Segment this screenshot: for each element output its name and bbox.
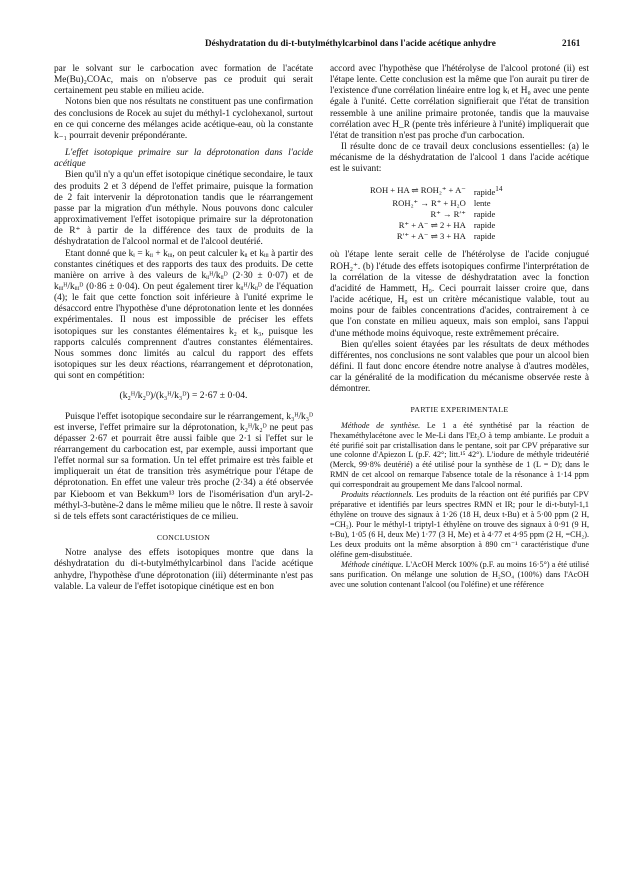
equation: (k₂ᴴ/k₂ᴰ)/(k₃ᴴ/k₃ᴰ) = 2·67 ± 0·04. (119, 390, 248, 402)
section-heading-experimental: PARTIE EXPERIMENTALE (410, 405, 509, 415)
scheme-row (366, 198, 506, 209)
paragraph: Notons bien que nos résultats ne constituent pas une confirmation des conclusions de Rocek au sujet du méthyl-1 cyclohexanol, surtout en ce qui concerne des mélanges acide acétique-eau, où la constante k₋₁ pourrait devenir prépondérante. (54, 97, 313, 141)
paragraph: où l'étape lente serait celle de l'hétérolyse de l'acide conjugué ROH₂⁺. (b) l'étude des effets isotopiques confirme l'interprétation de la corrélation de la vitesse de déshydratation avec la fonction d'acidité de Hammett, H₀. Ceci pourrait laisser croire que, dans l'acide acétique, H₀ est un critère mécanistique valable, tout au moins pour de faibles concentrations d'acides, contrairement à ce que l'on constate en milieu aqueux, mais son emploi, sans l'appui d'une méthode moins équivoque, reste extrêmement précaire. (330, 250, 589, 339)
section-subheading: L'effet isotopique primaire sur la déprotonation dans l'acide acétique (54, 148, 313, 170)
scheme-row (366, 220, 506, 231)
scheme-equation: R⁺ → R′⁺ (430, 208, 466, 219)
paragraph: Bien qu'il n'y a qu'un effet isotopique cinétique secondaire, le taux des produits 2 et 3 dépend de l'effet primaire, puisque la formation de 2 fait intervenir la déprotonation tandis que le réarrangement passe par la migration d'un méthyle. Nous pouvons donc calculer approximativement l'effet isotopique primaire sur la déprotonation de R⁺ à partir de la différence des taux de produits de la déshydratation de l'alcool normal et de l'alcool deutérié. (54, 170, 314, 248)
paragraph: Bien qu'elles soient étayées par les résultats de deux méthodes différentes, nos conclusions ne sont valables que pour un alcool bien défini. Il faut donc encore étendre notre analyse à d'autres modèles, car la généralité de la modification du mécanisme observée reste à démontrer. (330, 339, 589, 395)
paragraph-lead: Méthode cinétique. (341, 559, 404, 569)
paragraph: Produits réactionnels. Les produits de la réaction ont été purifiés par CPV préparative et identifiés par leurs spectres RMN et IR; pour le di-t-butyl-1,1 éthylène on trouve des signaux à 1·26 (18 H, deux t-Bu) et à 5·00 ppm (2 H, =CH₂). Pour le méthyl-1 triptyl-1 éthylène on trouve des signaux à 0·91 (9 H, t-Bu), 1·05 (6 H, deux Me) 1·77 (3 H, Me) et à 4·77 et 4·95 ppm (2 H, =CH₂). Les deux produits ont la même absorption à 890 cm⁻¹ caractéristique d'une oléfine gem-disubstituée. (330, 490, 589, 560)
footnote-ref: 14 (495, 184, 503, 193)
paragraph: Notre analyse des effets isotopiques montre que dans la déshydratation du di-t-butylméthylcarbinol dans l'acide acétique anhydre, l'hypothèse d'une déprotonation (iii) déterminante n'est pas valable. La valeur de l'effet isotopique cinétique est en bon (54, 548, 313, 592)
left-column (54, 64, 313, 593)
scheme-row (366, 209, 506, 220)
scheme-rate: rapide (473, 208, 496, 219)
scheme-equation: ROH + HA ⇌ ROH₂⁺ + A⁻ (370, 184, 466, 195)
running-title: Déshydratation du di-t-butylméthylcarbinol dans l'acide acétique anhydre (205, 38, 496, 48)
paragraph-lead: Produits réactionnels. (341, 490, 414, 500)
scheme-row (366, 184, 506, 198)
paragraph: Puisque l'effet isotopique secondaire sur le réarrangement, k₃ᴴ/k₃ᴰ est inverse, l'effet primaire sur la déprotonation, k₂ᴴ/k₂ᴰ ne peut pas dépasser 2·67 et pourrait être aussi faible que 2·1 si l'effet sur le réarrangement du carbocation est, par exemple, aussi important que l'effet normal sur sa formation. Un tel effet primaire est très faible et impliquerait un état de transition très asymétrique pour l'étape de déprotonation. En effet une valeur très proche (2·34) a été observée par Kieboom et van Bekkum¹³ lors de l'isomérisation d'un aryl-2-méthyl-3-butène-2 dans le même milieu que le nôtre. Il reste à savoir si de tels effets sont caractéristiques de ce milieu. (54, 411, 313, 522)
scheme-equation: R′⁺ + A⁻ ⇌ 3 + HA (396, 231, 466, 242)
right-column (330, 64, 589, 590)
section-heading-conclusion: CONCLUSION (156, 533, 211, 543)
scheme-rate: rapide$^{14}$ (473, 184, 503, 197)
scheme-equation: R⁺ + A⁻ ⇌ 2 + HA (398, 220, 466, 231)
paragraph: Méthode de synthèse. Le 1 a été synthétisé par la réaction de l'hexaméthylacétone avec le Me-Li dans l'Et₂O à temp ambiante. Le produit a été purifié soit par cristallisation dans le pentane, soit par CPV préparative sur une colonne d'Apiezon L (p.F. 42°; litt.¹⁵ 42°). L'iodure de méthyle trideutérié (Merck, 99·8% deutérié) a été utilisé pour la synthèse de 1 (L = D); dans le RMN de cet alcool on remarque l'absence totale de la résonance à 1·14 ppm qui correspondrait au groupement Me dans l'alcool normal. (330, 420, 589, 490)
paragraph: Méthode cinétique. L'AcOH Merck 100% (p.F. au moins 16·5°) a été utilisé sans purification. On mélange une solution de H₂SO₄ (100%) dans l'AcOH avec une solution contenant l'alcool (ou l'oléfine) et une référence (330, 559, 589, 589)
reaction-scheme (366, 184, 506, 243)
scheme-row (366, 231, 506, 242)
paragraph: par le solvant sur le carbocation avec formation de l'acétate Me(Bu)₂COAc, mais on n'observe pas ce produit qui serait certainement peu stable en milieu acide. (54, 64, 313, 97)
page-number: 2161 (562, 38, 581, 48)
scheme-equation: ROH₂⁺ → R⁺ + H₂O (392, 197, 466, 208)
paragraph: accord avec l'hypothèse que l'hétérolyse de l'alcool protoné (ii) est l'étape lente. Cette conclusion est la même que l'on aurait pu tirer de l'existence d'une corrélation linéaire entre log kᵢ et H₀ avec une pente égale à l'unité. Cette corrélation signifierait que l'état de transition ressemble à une aniline primaire protonée, tandis que la mauvaise corrélation avec H_R (pente très inférieure à l'unité) impliquerait que l'état de transition n'est pas proche d'un carbocation. (330, 64, 589, 141)
scheme-rate: lente (473, 197, 491, 208)
paragraph: Il résulte donc de ce travail deux conclusions essentielles: (a) le mécanisme de la déshydratation de l'alcool 1 dans l'acide acétique est le suivant: (330, 142, 589, 175)
scheme-rate: rapide (473, 220, 496, 231)
paragraph: Etant donné que kᵢ = kᵢᵢ + kᵢᵢᵢ, on peut calculer kᵢᵢ et kᵢᵢᵢ à partir des constantes cinétiques et des rapports des taux des produits. De cette manière on arrive à des valeurs de kᵢᵢᴴ/kᵢᵢᴰ (2·30 ± 0·07) et de kᵢᵢᵢᴴ/kᵢᵢᵢᴰ (0·86 ± 0·04). On peut également tirer kᵢᵢᴴ/kᵢᵢᴰ de l'équation (4); le fait que cette fonction soit inférieure à l'unité exprime le désaccord entre l'hypothèse d'une déprotonation lente et les données expérimentales. Il nous est impossible de préciser les effets isotopiques sur les constantes élémentaires k₂ et k₃, puisque les rapports calculés comprennent d'autres constantes élémentaires. Nous sommes donc limités au calcul du rapport des effets isotopiques sur les deux réactions, réarrangement et déprotonation, qui sont en compétition: (54, 248, 313, 382)
experimental-section (330, 421, 589, 590)
running-header (0, 38, 625, 52)
scheme-rate: rapide (473, 231, 496, 242)
paragraph-lead: Méthode de synthèse. (341, 420, 421, 430)
